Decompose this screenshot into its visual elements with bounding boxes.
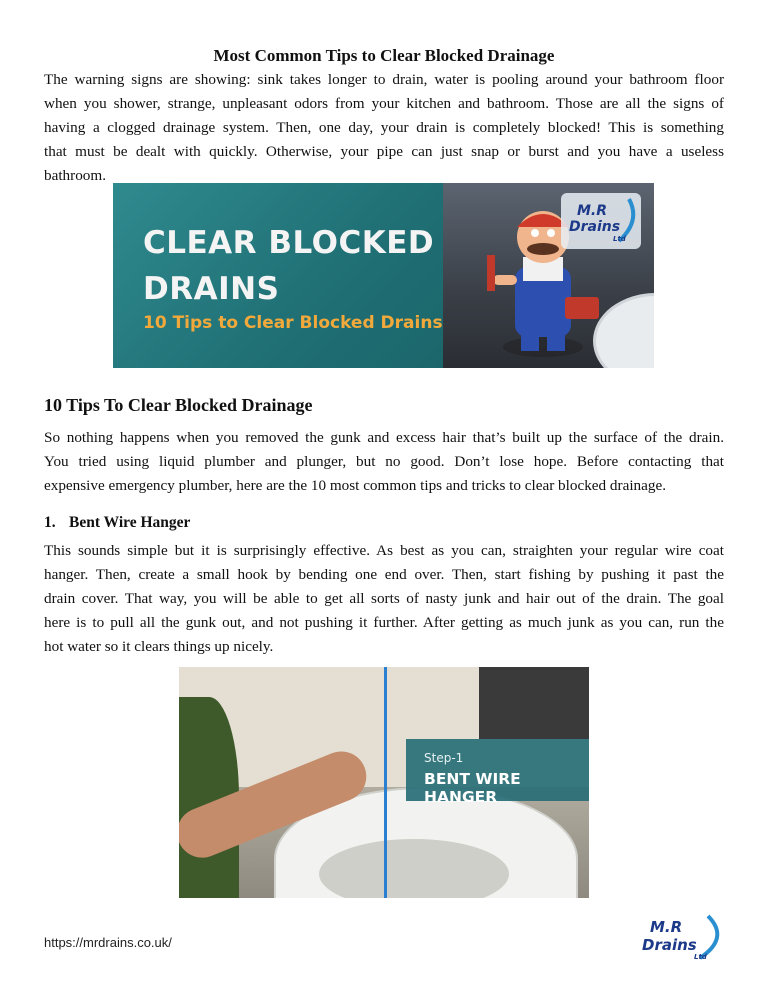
clear-blocked-drains-banner (113, 183, 654, 368)
step-title: BENT WIRE HANGER (424, 770, 521, 806)
intro-line: The warning signs are showing: sink takes longer to drain, water is pooling around your bathroom floor (44, 71, 724, 88)
section-heading: 10 Tips To Clear Blocked Drainage (44, 395, 313, 415)
bent-wire-hanger-photo (179, 667, 589, 898)
intro-line: when you shower, strange, unpleasant odors from your kitchen and bathroom. Those are all the signs of (44, 95, 724, 112)
banner-subtitle: 10 Tips to Clear Blocked Drains (143, 313, 443, 333)
document-title: Most Common Tips to Clear Blocked Drainage (213, 46, 555, 65)
footer-url: https://mrdrains.co.uk/ (44, 935, 172, 950)
intro-line: having a clogged drainage system. Then, one day, your drain is completely blocked! This is something (44, 119, 724, 136)
tip-1-line: This sounds simple but it is surprisingly effective. As best as you can, straighten your regular wire coat (44, 542, 724, 559)
mr-drains-banner-logo-icon (561, 193, 641, 249)
tip-1-heading (44, 514, 190, 532)
footer-logo-ltd: Ltd (694, 953, 707, 961)
footer-logo-line1: M.R (650, 918, 683, 936)
banner-logo-line1: M.R (577, 203, 608, 219)
step-label: Step-1 (424, 751, 464, 765)
tip-1-line: drain cover. That way, you will be able to get all sorts of nasty junk and hair out of the drain. The goal (44, 590, 724, 607)
banner-logo-ltd: Ltd (613, 235, 626, 243)
tip-1-title: Bent Wire Hanger (69, 514, 191, 531)
banner-headline-line1: CLEAR BLOCKED (143, 225, 435, 261)
tip-1-number: 1. (44, 514, 56, 531)
intro-line: that must be dealt with quickly. Otherwise, your pipe can just snap or burst and you have a useless (44, 143, 724, 160)
photo-wire (384, 667, 387, 898)
mr-drains-footer-logo-icon (638, 912, 724, 962)
tip-1-line: hot water so it clears things up nicely. (44, 638, 274, 655)
banner-logo-line2: Drains (569, 219, 621, 235)
section-line: expensive emergency plumber, here are the 10 most common tips and tricks to clear blocked drainage. (44, 477, 667, 494)
intro-line: bathroom. (44, 167, 107, 184)
section-line: So nothing happens when you removed the gunk and excess hair that’s built up the surface of the drain. (44, 429, 724, 446)
tip-1-line: hanger. Then, create a small hook by bending one end over. Then, start fishing by pushing it past the (44, 566, 724, 583)
tip-1-line: here is to pull all the gunk out, and not pushing it further. After getting as much junk as you can, run the (44, 614, 724, 631)
section-line: You tried using liquid plumber and plunger, but no good. Don’t lose hope. Before contacting that (44, 453, 724, 470)
photo-pipes (479, 667, 589, 739)
footer-logo-line2: Drains (642, 936, 697, 954)
banner-headline-line2: DRAINS (143, 271, 280, 307)
